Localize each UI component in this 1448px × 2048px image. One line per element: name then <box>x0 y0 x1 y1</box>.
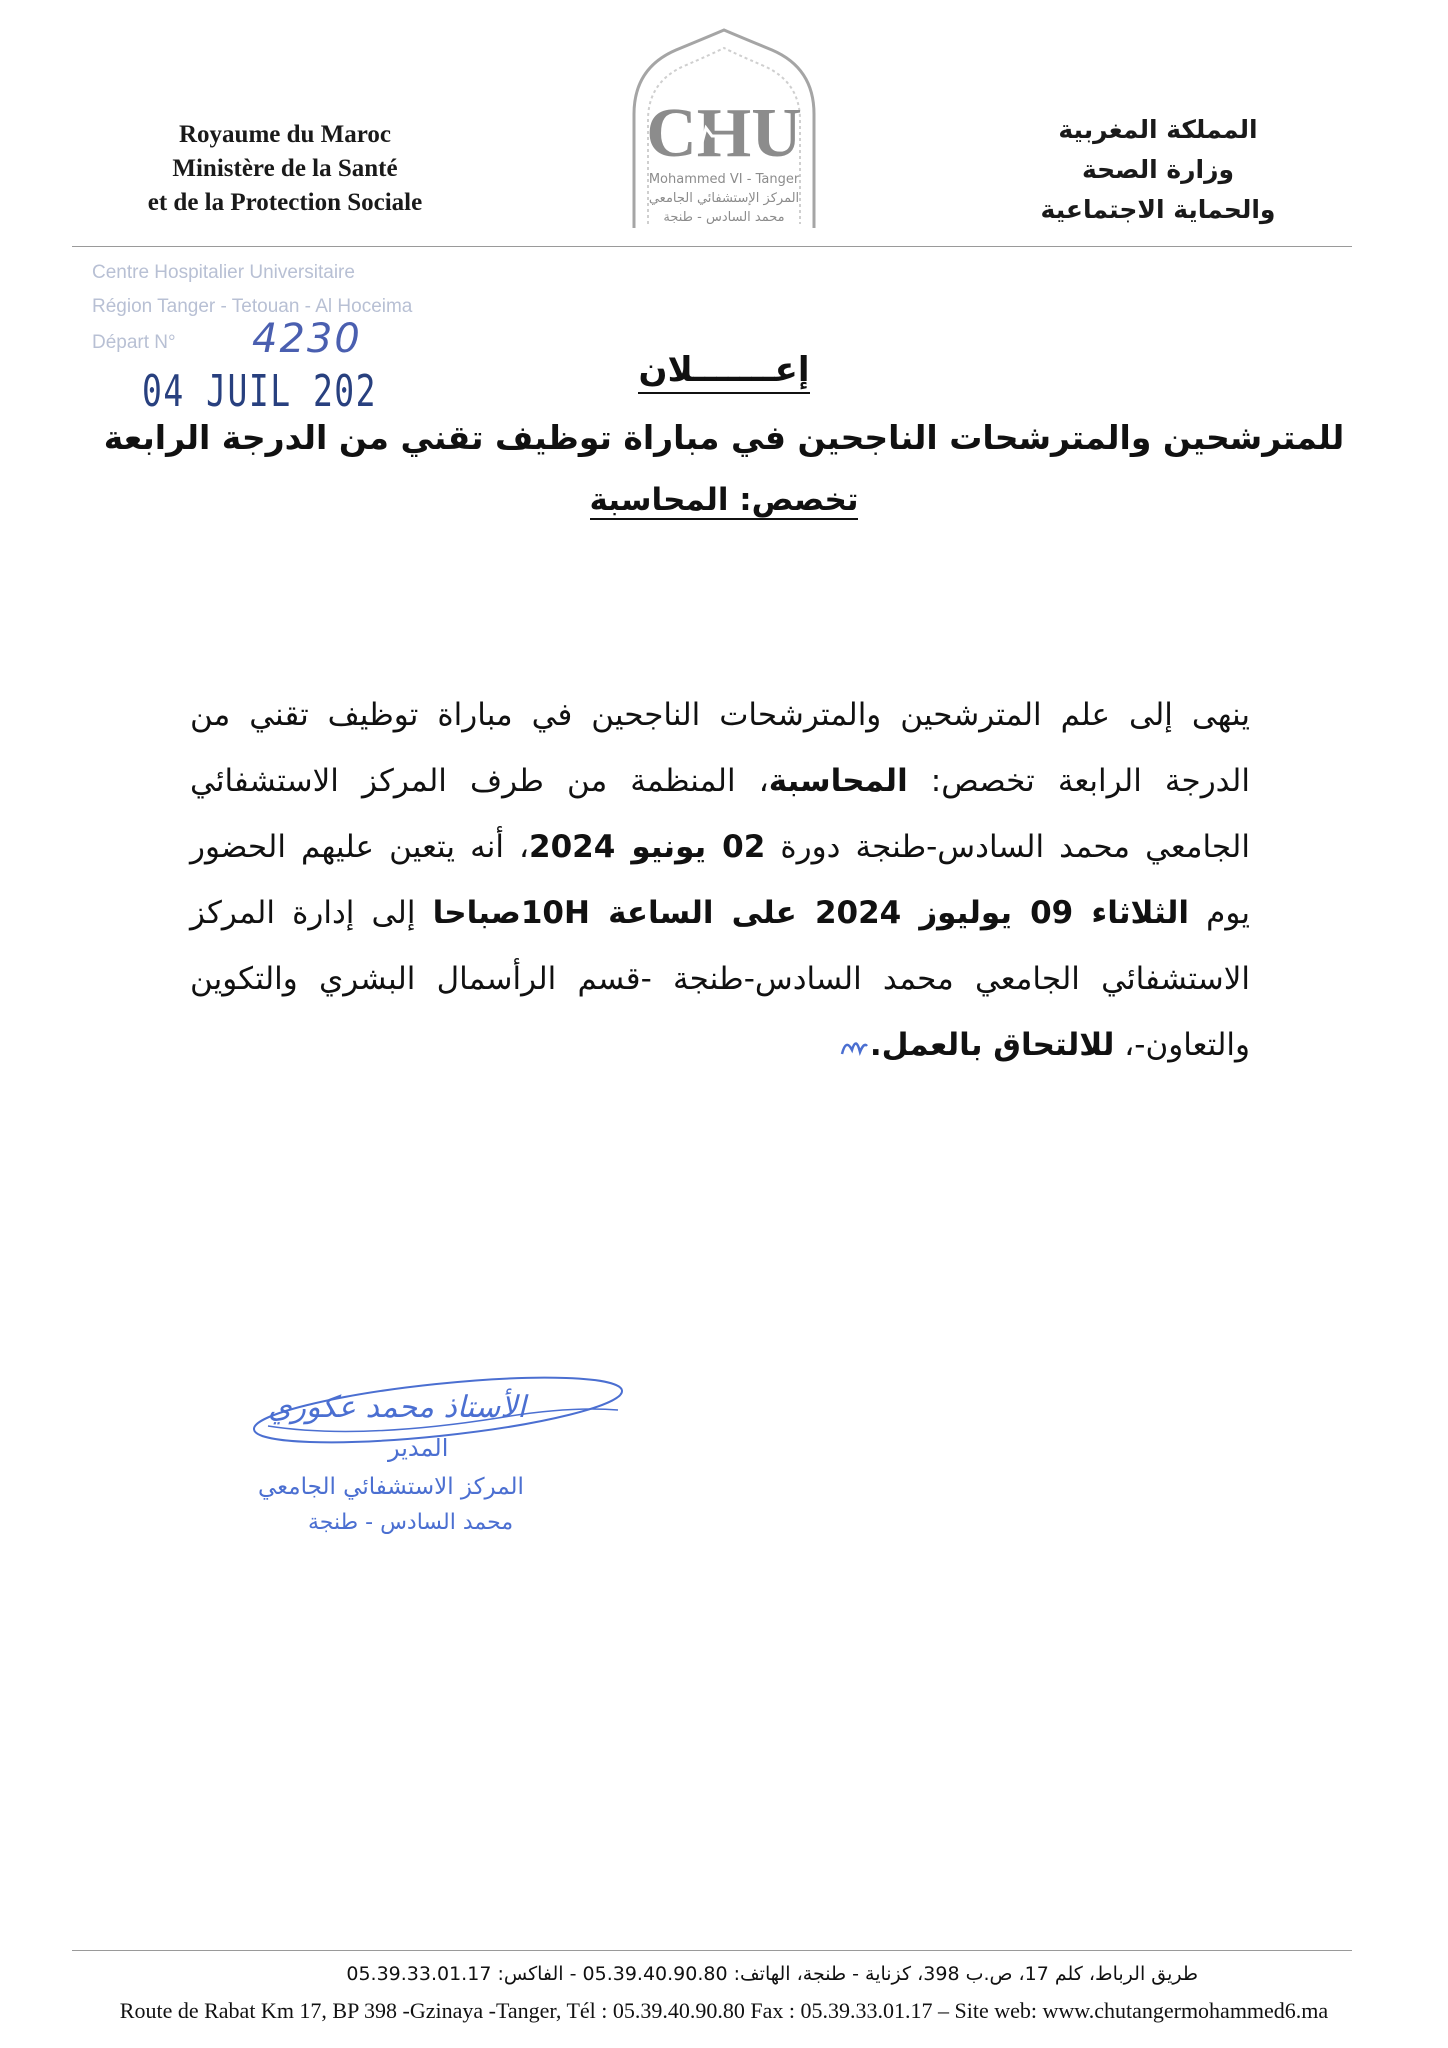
announcement-subtitle: للمترشحين والمترشحات الناجحين في مباراة توظيف تقني من الدرجة الرابعة <box>103 418 1345 457</box>
header-divider <box>72 246 1352 247</box>
footer-address-ar: طريق الرباط، كلم 17، ص.ب 398، كزناية - طنجة، الهاتف: 05.39.40.90.80 - الفاكس: 05.39.33.01.17 <box>346 1963 1198 1985</box>
stamp-date: 04 JUIL 202 <box>142 366 378 417</box>
body-closing: للالتحاق بالعمل. <box>869 1027 1115 1063</box>
footer-divider <box>72 1950 1352 1951</box>
footer-address-fr: Route de Rabat Km 17, BP 398 -Gzinaya -Tanger, Tél : 05.39.40.90.80 Fax : 05.39.33.01.17 – Site web: www.chutangermohammed6.ma <box>119 1998 1329 2023</box>
stamp-line-2: Région Tanger - Tetouan - Al Hoceima <box>92 296 413 317</box>
logo-mark: CHU <box>646 95 802 172</box>
logo-subtitle-fr: Mohammed VI - Tanger <box>648 172 800 187</box>
initials-mark-icon <box>838 1032 870 1062</box>
body-part-1: ينهى إلى علم المترشحين والمترشحات الناجحين في مباراة توظيف تقني من الدرجة الرابعة تخصص: <box>190 697 1250 799</box>
body-exam-date: 02 يونيو 2024 <box>529 829 766 865</box>
announcement-body <box>190 682 1250 1078</box>
signature-stamp <box>238 1370 638 1550</box>
body-part-3: ، أنه يتعين عليهم الحضور يوم <box>190 829 1250 931</box>
ministry-fr-2: et de la Protection Sociale <box>147 189 423 216</box>
signatory-name: الأستاذ محمد عكوري <box>268 1390 526 1425</box>
ministry-ar-2: والحماية الاجتماعية <box>1040 195 1276 224</box>
signatory-org-2: محمد السادس - طنجة <box>308 1510 514 1535</box>
body-part-4: إلى إدارة المركز الاستشفائي الجامعي محمد السادس-طنجة -قسم الرأسمال البشري والتكوين والتعاون-، <box>190 895 1250 1063</box>
announcement-title <box>0 350 1448 390</box>
signatory-role: المدير <box>388 1434 449 1462</box>
ministry-fr: Ministère de la Santé <box>172 155 398 182</box>
chu-logo-icon <box>606 28 842 248</box>
body-specialty: المحاسبة <box>768 763 908 799</box>
body-attend-date: الثلاثاء 09 يوليوز 2024 على الساعة 10Hصباحا <box>432 895 1189 931</box>
ministry-ar: وزارة الصحة <box>1081 155 1235 184</box>
announcement-specialty-text: تخصص: المحاسبة <box>589 482 859 518</box>
kingdom-ar: المملكة المغربية <box>1058 115 1258 144</box>
kingdom-fr: Royaume du Maroc <box>178 121 392 148</box>
announcement-title-text: إعـــــــلان <box>638 350 809 394</box>
body-part-2: ، المنظمة من طرف المركز الاستشفائي الجامعي محمد السادس-طنجة دورة <box>190 763 1250 865</box>
header-french <box>120 118 450 220</box>
signatory-org: المركز الاستشفائي الجامعي <box>258 1474 524 1500</box>
logo-subtitle-ar: المركز الإستشفائي الجامعي <box>648 191 800 206</box>
stamp-number: 4230 <box>252 316 362 362</box>
stamp-line-1: Centre Hospitalier Universitaire <box>92 262 355 283</box>
announcement-specialty <box>0 482 1448 518</box>
stamp-line-3: Départ N° <box>92 332 176 353</box>
logo-subtitle-ar-2: محمد السادس - طنجة <box>663 210 785 225</box>
header-arabic <box>1008 110 1308 230</box>
